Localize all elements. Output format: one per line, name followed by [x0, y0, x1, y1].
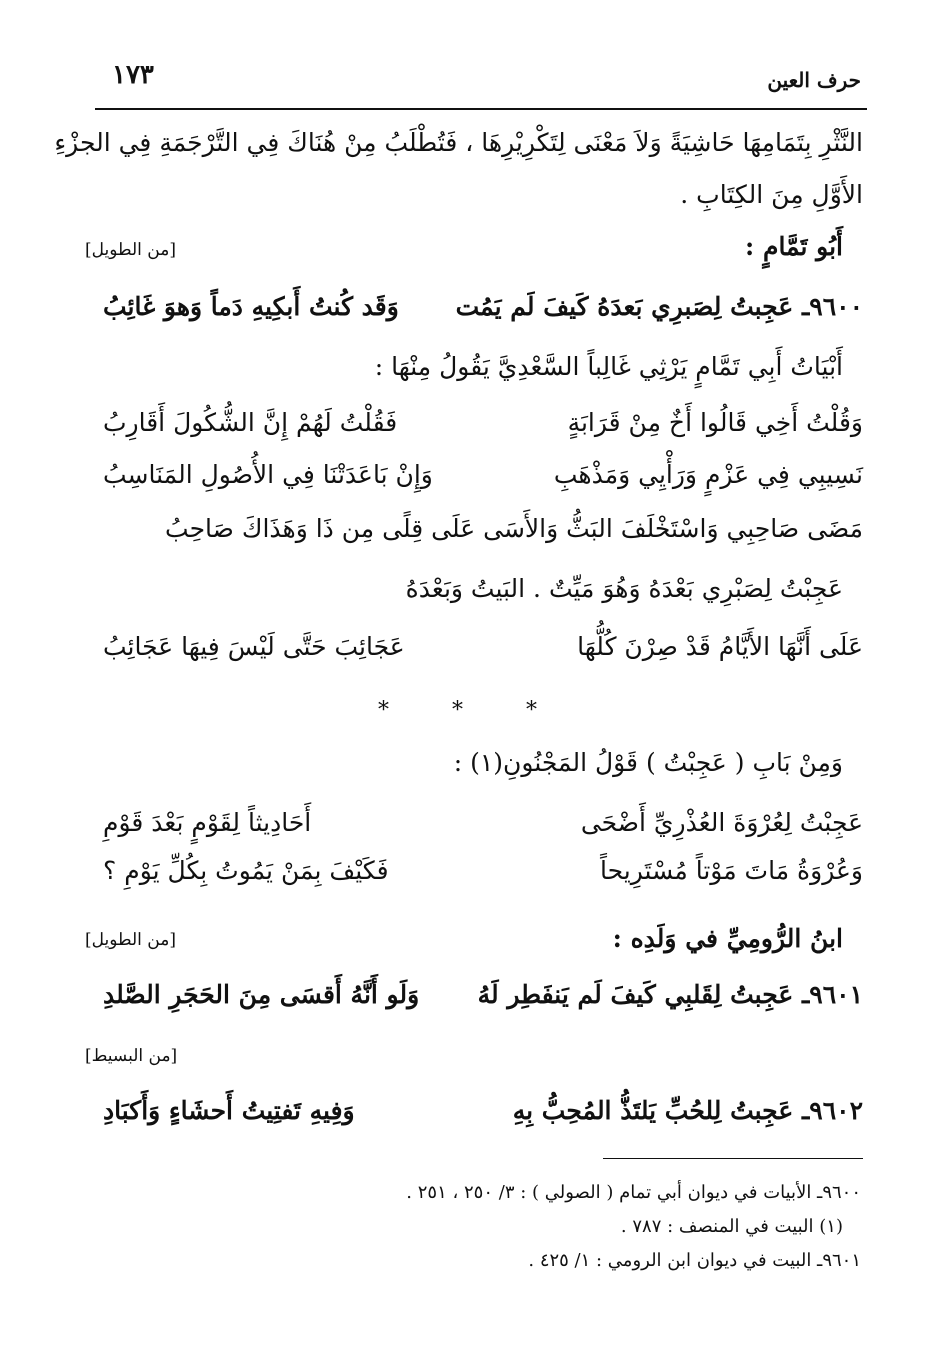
prose-line: مَضَى صَاحِبِي وَاسْتَخْلَفَ البَثُّ وَالأَسَى عَلَى قِلًى مِن ذَا وَهَذَاكَ صَاحِبُ: [165, 514, 863, 543]
hemistich-second: وَإِنْ بَاعَدَتْنَا فِي الأُصُولِ المَنَاسِبُ: [103, 460, 433, 489]
prose-line-2: الأَوَّلِ مِنَ الكِتَابِ .: [680, 180, 863, 209]
meter-label: [من الطويل]: [85, 240, 176, 260]
prose-line: عَجِبْتُ لِصَبْرِي بَعْدَهُ وَهُوَ مَيِّتٌ . البَيتُ وَبَعْدَهُ: [405, 574, 843, 603]
chapter-header: حرف العين: [767, 68, 861, 92]
hemistich-first: عَلَى أَنَّهَا الأَيَّامُ قَدْ صِرْنَ كُلُّهَا: [577, 632, 863, 661]
hemistich-first: ٩٦٠٠ـ عَجِبتُ لِصَبرِي بَعدَهُ كَيفَ لَم يَمُت: [455, 292, 863, 321]
footnote: ٩٦٠٠ـ الأبيات في ديوان أبي تمام ( الصولي ) : ٣/ ٢٥٠ ، ٢٥١ .: [406, 1182, 861, 1203]
hemistich-first: نَسِيبِي فِي عَزْمٍ وَرَأْيِي وَمَذْهَبِ: [553, 460, 863, 489]
hemistich-second: وَفِيهِ تَفتِيتُ أَحشَاءٍ وَأَكبَادِ: [103, 1096, 355, 1125]
header-rule: [95, 108, 867, 110]
hemistich-second: فَكَيْفَ بِمَنْ يَمُوتُ بِكُلِّ يَوْمِ ؟: [103, 856, 389, 885]
poet-heading: أَبُو تَمَّامٍ :: [745, 232, 843, 261]
section-separator: * * *: [378, 698, 565, 723]
hemistich-second: أَحَادِيثاً لِقَوْمٍ بَعْدَ قَوْمِ: [103, 808, 312, 837]
hemistich-second: وَلَو أَنَّهُ أَقسَى مِنَ الحَجَرِ الصَّلدِ: [103, 980, 420, 1009]
page-number: ١٧٣: [112, 60, 154, 90]
hemistich-first: وَعُرْوَةُ مَاتَ مَوْتاً مُسْتَرِيحاً: [600, 856, 863, 885]
meter-label: [من البسيط]: [85, 1046, 178, 1066]
hemistich-first: ٩٦٠١ـ عَجِبتُ لِقَلبِي كَيفَ لَم يَنفَطِر لَهُ: [477, 980, 863, 1009]
hemistich-first: عَجِبْتُ لِعُرْوَةَ العُذْرِيِّ أَضْحَى: [580, 808, 863, 837]
intro-text: وَمِنْ بَابِ ( عَجِبْتُ ) قَوْلُ المَجْنُونِ(١) :: [453, 748, 843, 777]
hemistich-second: وَقَد كُنتُ أَبكِيهِ دَماً وَهوَ غَائِبُ: [103, 292, 399, 321]
hemistich-second: عَجَائِبَ حَتَّى لَيْسَ فِيهَا عَجَائِبُ: [103, 632, 405, 661]
prose-line-1: النَّثْرِ بِتَمَامِهَا حَاشِيَةً وَلاَ مَعْنَى لِتَكْرِيْرِهَا ، فَتُطْلَبُ مِنْ هُنَاكَ فِي التَّرْجَمَةِ فِي الجزْءِ: [54, 128, 863, 157]
meter-label: [من الطويل]: [85, 930, 176, 950]
hemistich-second: فَقُلْتُ لَهُمْ إِنَّ الشُّكُولَ أَقَارِبُ: [103, 408, 398, 437]
poet-heading: ابنُ الرُّومِيِّ في وَلَدِه :: [612, 924, 843, 953]
intro-text: أَبْيَاتُ أَبِي تَمَّامٍ يَرْثِي غَالِباً السَّعْدِيَّ يَقُولُ مِنْهَا :: [374, 352, 843, 381]
footnote-rule: [603, 1158, 863, 1159]
footnote: (١) البيت في المنصف : ٧٨٧ .: [620, 1216, 843, 1237]
hemistich-first: ٩٦٠٢ـ عَجِبتُ لِلحُبِّ يَلتَذُّ المُحِبُّ بِهِ: [512, 1096, 863, 1125]
hemistich-first: وَقُلْتُ أَخِي قَالُوا أَخٌ مِنْ قَرَابَةٍ: [567, 408, 863, 437]
footnote: ٩٦٠١ـ البيت في ديوان ابن الرومي : ١/ ٤٢٥ .: [528, 1250, 861, 1271]
